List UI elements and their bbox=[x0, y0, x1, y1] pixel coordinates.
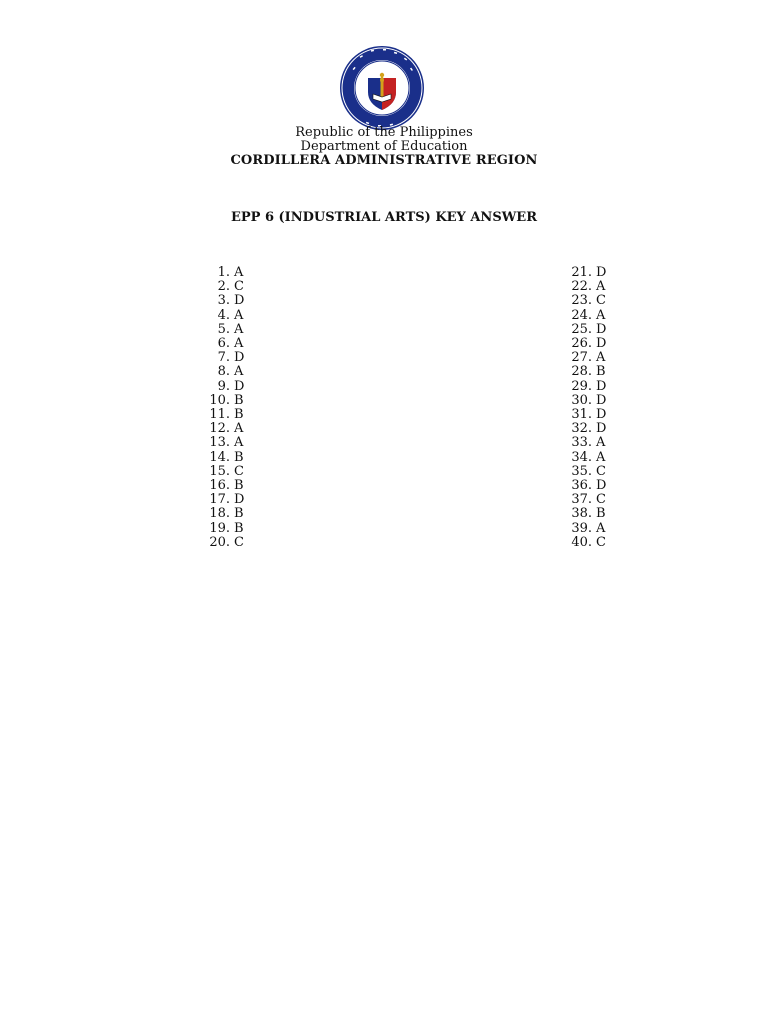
item-number: 27. bbox=[571, 350, 592, 366]
item-answer: B bbox=[234, 392, 244, 408]
answers-column-right bbox=[562, 266, 610, 550]
item-answer: A bbox=[596, 279, 606, 295]
answer-item bbox=[562, 280, 610, 294]
item-number: 13. bbox=[209, 435, 230, 451]
answers-column-left bbox=[200, 266, 248, 550]
item-answer: D bbox=[596, 407, 607, 423]
item-number: 39. bbox=[571, 520, 592, 536]
item-answer: C bbox=[596, 463, 606, 479]
item-answer: C bbox=[596, 492, 606, 508]
item-number: 3. bbox=[217, 293, 230, 309]
item-answer: D bbox=[234, 378, 245, 394]
item-answer: A bbox=[234, 321, 244, 337]
item-number: 14. bbox=[209, 449, 230, 465]
answer-item bbox=[200, 507, 248, 521]
item-answer: A bbox=[234, 435, 244, 451]
item-number: 1. bbox=[217, 265, 230, 280]
item-number: 26. bbox=[571, 336, 592, 352]
item-answer: D bbox=[596, 265, 607, 280]
item-number: 11. bbox=[209, 407, 230, 423]
item-answer: A bbox=[596, 520, 606, 536]
item-answer: C bbox=[596, 534, 606, 550]
item-number: 5. bbox=[217, 321, 230, 337]
answer-item bbox=[200, 451, 248, 465]
item-answer: B bbox=[596, 506, 606, 522]
answer-item bbox=[562, 493, 610, 507]
item-number: 9. bbox=[217, 378, 230, 394]
item-answer: D bbox=[234, 350, 245, 366]
item-answer: B bbox=[234, 449, 244, 465]
item-number: 7. bbox=[217, 350, 230, 366]
answer-item bbox=[562, 266, 610, 280]
answer-item bbox=[200, 408, 248, 422]
item-number: 16. bbox=[209, 478, 230, 494]
answer-item bbox=[562, 536, 610, 550]
item-number: 38. bbox=[571, 506, 592, 522]
item-number: 35. bbox=[571, 463, 592, 479]
answer-item bbox=[200, 522, 248, 536]
item-number: 21. bbox=[571, 265, 592, 280]
item-number: 37. bbox=[571, 492, 592, 508]
item-number: 4. bbox=[217, 307, 230, 323]
answer-item bbox=[562, 351, 610, 365]
item-answer: D bbox=[596, 336, 607, 352]
item-number: 6. bbox=[217, 336, 230, 352]
item-number: 17. bbox=[209, 492, 230, 508]
item-number: 12. bbox=[209, 421, 230, 437]
item-number: 19. bbox=[209, 520, 230, 536]
item-answer: C bbox=[596, 293, 606, 309]
answer-item bbox=[562, 394, 610, 408]
answer-item bbox=[200, 351, 248, 365]
item-number: 10. bbox=[209, 392, 230, 408]
item-answer: A bbox=[596, 350, 606, 366]
item-number: 18. bbox=[209, 506, 230, 522]
answer-item bbox=[562, 294, 610, 308]
item-number: 33. bbox=[571, 435, 592, 451]
answer-item bbox=[200, 479, 248, 493]
answer-item bbox=[562, 507, 610, 521]
item-answer: A bbox=[596, 307, 606, 323]
answer-item bbox=[200, 422, 248, 436]
item-number: 28. bbox=[571, 364, 592, 380]
answer-item bbox=[562, 451, 610, 465]
item-number: 29. bbox=[571, 378, 592, 394]
answer-item bbox=[562, 422, 610, 436]
item-answer: D bbox=[234, 293, 245, 309]
answer-item bbox=[200, 337, 248, 351]
answer-item bbox=[200, 365, 248, 379]
answer-item bbox=[562, 479, 610, 493]
item-answer: A bbox=[596, 435, 606, 451]
answer-item bbox=[200, 465, 248, 479]
item-number: 20. bbox=[209, 534, 230, 550]
deped-seal-logo bbox=[338, 44, 426, 132]
department-line: Department of Education bbox=[300, 139, 468, 154]
answer-item bbox=[562, 337, 610, 351]
item-answer: A bbox=[234, 265, 244, 280]
republic-line: Republic of the Philippines bbox=[295, 125, 473, 140]
item-answer: D bbox=[596, 421, 607, 437]
item-answer: B bbox=[596, 364, 606, 380]
item-number: 31. bbox=[571, 407, 592, 423]
item-answer: D bbox=[596, 478, 607, 494]
item-answer: D bbox=[596, 321, 607, 337]
item-answer: A bbox=[234, 364, 244, 380]
item-number: 36. bbox=[571, 478, 592, 494]
item-answer: C bbox=[234, 463, 244, 479]
item-number: 25. bbox=[571, 321, 592, 337]
answer-item bbox=[562, 380, 610, 394]
region-line: CORDILLERA ADMINISTRATIVE REGION bbox=[230, 153, 538, 168]
item-answer: B bbox=[234, 407, 244, 423]
item-number: 34. bbox=[571, 449, 592, 465]
item-number: 30. bbox=[571, 392, 592, 408]
item-answer: B bbox=[234, 520, 244, 536]
answer-item bbox=[562, 309, 610, 323]
answer-item bbox=[200, 294, 248, 308]
document-title: EPP 6 (INDUSTRIAL ARTS) KEY ANSWER bbox=[230, 210, 538, 225]
item-number: 22. bbox=[571, 279, 592, 295]
item-number: 2. bbox=[217, 279, 230, 295]
item-number: 15. bbox=[209, 463, 230, 479]
item-answer: A bbox=[234, 421, 244, 437]
letterhead bbox=[0, 126, 768, 168]
answer-item bbox=[562, 436, 610, 450]
answer-item bbox=[200, 436, 248, 450]
answer-item bbox=[200, 280, 248, 294]
item-answer: A bbox=[596, 449, 606, 465]
item-answer: B bbox=[234, 506, 244, 522]
answer-item bbox=[200, 380, 248, 394]
answer-item bbox=[200, 536, 248, 550]
answer-item bbox=[200, 323, 248, 337]
answer-item bbox=[562, 365, 610, 379]
answer-item bbox=[562, 323, 610, 337]
item-number: 40. bbox=[571, 534, 592, 550]
answer-item bbox=[200, 266, 248, 280]
item-number: 23. bbox=[571, 293, 592, 309]
item-number: 32. bbox=[571, 421, 592, 437]
answer-item bbox=[562, 465, 610, 479]
item-answer: C bbox=[234, 279, 244, 295]
item-answer: A bbox=[234, 336, 244, 352]
item-answer: C bbox=[234, 534, 244, 550]
answer-item bbox=[200, 309, 248, 323]
item-answer: A bbox=[234, 307, 244, 323]
item-number: 24. bbox=[571, 307, 592, 323]
item-answer: B bbox=[234, 478, 244, 494]
item-number: 8. bbox=[217, 364, 230, 380]
answer-item bbox=[562, 522, 610, 536]
item-answer: D bbox=[596, 392, 607, 408]
answer-item bbox=[200, 394, 248, 408]
item-answer: D bbox=[234, 492, 245, 508]
item-answer: D bbox=[596, 378, 607, 394]
answer-item bbox=[200, 493, 248, 507]
answer-item bbox=[562, 408, 610, 422]
